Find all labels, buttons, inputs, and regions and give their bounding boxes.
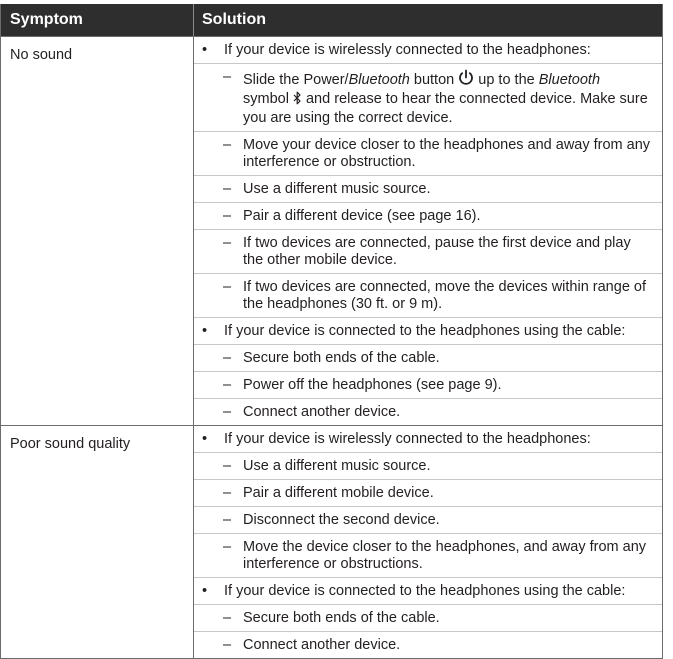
step-text: Power off the headphones (see page 9).: [243, 377, 502, 393]
step-text-italic: Bluetooth: [538, 72, 601, 88]
solution-cell: [194, 37, 662, 425]
list-item: [194, 372, 662, 399]
dash-marker: –: [223, 69, 232, 85]
list-item: [194, 345, 662, 372]
step-text: If your device is connected to the headphones using the cable:: [224, 323, 626, 339]
symptom-header: Symptom: [1, 4, 194, 36]
step-text: button: [409, 72, 459, 88]
dash-marker: –: [223, 279, 232, 295]
step-text: Secure both ends of the cable.: [243, 350, 440, 366]
dash-marker: –: [223, 458, 232, 474]
step-text: Disconnect the second device.: [243, 512, 440, 528]
step-text: and release to hear the connected device. Make sure you are using the correct device.: [243, 91, 648, 126]
troubleshooting-table: [0, 4, 663, 659]
list-item: [194, 632, 662, 658]
step-text: up to the: [474, 72, 539, 88]
dash-marker: –: [223, 512, 232, 528]
dash-marker: –: [223, 377, 232, 393]
step-text: Connect another device.: [243, 637, 401, 653]
list-item: [194, 132, 662, 176]
list-item: [194, 399, 662, 425]
step-text: Move the device closer to the headphones, and away from any interference or obstructions.: [243, 539, 647, 572]
symptom-cell: No sound: [1, 37, 194, 425]
list-item: [194, 230, 662, 274]
step-text: Use a different music source.: [243, 181, 431, 197]
bullet-marker: •: [202, 323, 208, 339]
bullet-marker: •: [202, 42, 208, 58]
step-text: Pair a different device (see page 16).: [243, 208, 481, 224]
list-item: [194, 507, 662, 534]
dash-marker: –: [223, 208, 232, 224]
step-text: If your device is connected to the headphones using the cable:: [224, 583, 626, 599]
step-text: If your device is wirelessly connected to the headphones:: [224, 431, 591, 447]
list-item: [194, 274, 662, 318]
step-text: Move your device closer to the headphones and away from any interference or obstruction.: [243, 137, 651, 170]
list-item: [194, 426, 662, 453]
step-text: Connect another device.: [243, 404, 401, 420]
dash-marker: –: [223, 610, 232, 626]
bluetooth-icon: [293, 91, 302, 110]
dash-marker: –: [223, 137, 232, 153]
step-text: If two devices are connected, pause the first device and play the other mobile device.: [243, 235, 631, 268]
bullet-marker: •: [202, 583, 208, 599]
step-text: If your device is wirelessly connected to the headphones:: [224, 42, 591, 58]
step-text: If two devices are connected, move the devices within range of the headphones (30 ft. or 9 m).: [243, 279, 646, 312]
list-item: [194, 605, 662, 632]
table-row: [1, 425, 662, 658]
table-row: [1, 36, 662, 425]
step-text-italic: Bluetooth: [348, 72, 410, 88]
step-text: Slide the Power/: [243, 72, 349, 88]
dash-marker: –: [223, 539, 232, 555]
symptom-cell: Poor sound quality: [1, 426, 194, 658]
dash-marker: –: [223, 485, 232, 501]
dash-marker: –: [223, 404, 232, 420]
list-item: [194, 578, 662, 605]
dash-marker: –: [223, 350, 232, 366]
list-item: [194, 37, 662, 64]
step-text: Use a different music source.: [243, 458, 431, 474]
list-item: [194, 64, 662, 132]
list-item: [194, 453, 662, 480]
dash-marker: –: [223, 637, 232, 653]
bullet-marker: •: [202, 431, 208, 447]
power-icon: [458, 69, 474, 91]
list-item: [194, 203, 662, 230]
step-text: Pair a different mobile device.: [243, 485, 434, 501]
table-header: [1, 4, 662, 36]
list-item: [194, 534, 662, 578]
solution-cell: [194, 426, 662, 658]
step-text: Secure both ends of the cable.: [243, 610, 440, 626]
dash-marker: –: [223, 235, 232, 251]
list-item: [194, 318, 662, 345]
list-item: [194, 176, 662, 203]
list-item: [194, 480, 662, 507]
solution-header: Solution: [202, 11, 266, 28]
dash-marker: –: [223, 181, 232, 197]
step-text: symbol: [243, 91, 293, 107]
